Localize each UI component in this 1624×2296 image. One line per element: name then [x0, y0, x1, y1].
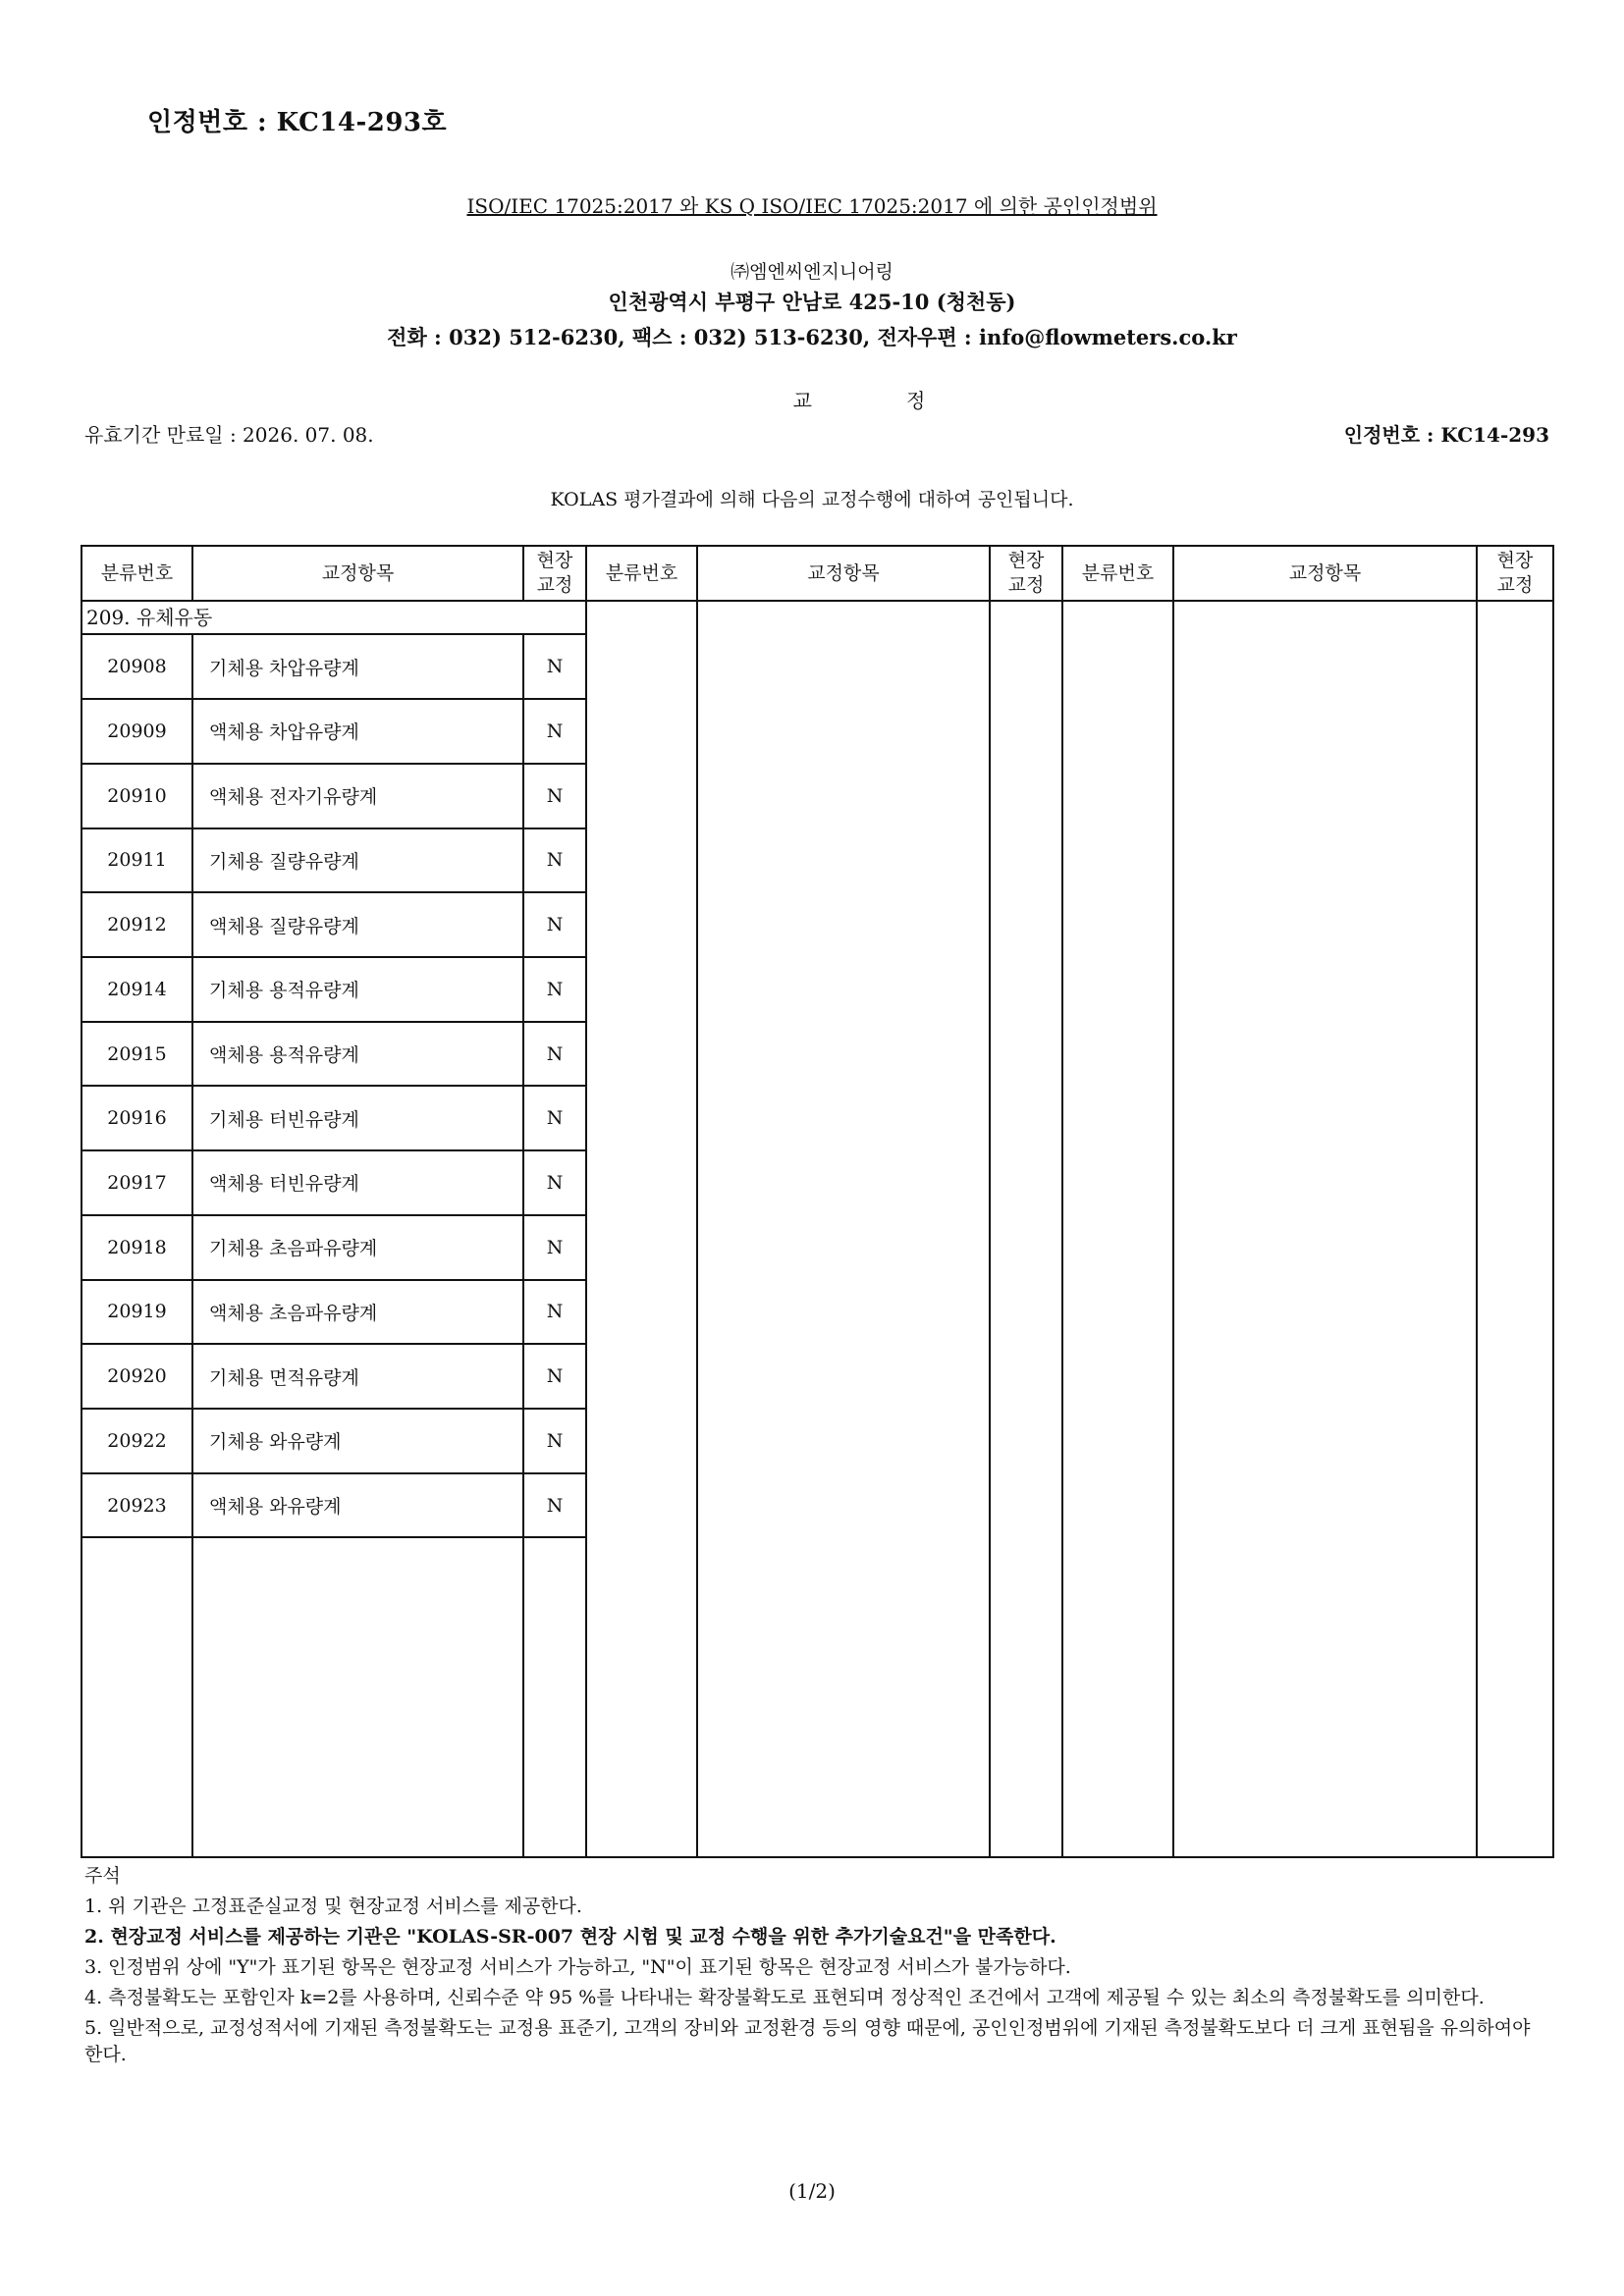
onsite-cell: N: [523, 1215, 586, 1280]
item-cell: 액체용 초음파유량계: [192, 1280, 523, 1345]
empty-col-item-3: [1173, 601, 1477, 1857]
code-cell: 20910: [81, 764, 192, 828]
code-cell: 20920: [81, 1344, 192, 1409]
col-header-item-1: 교정항목: [192, 546, 523, 601]
col-header-code-3: 분류번호: [1062, 546, 1173, 601]
code-cell: 20914: [81, 957, 192, 1022]
code-cell: 20917: [81, 1150, 192, 1215]
item-cell: 액체용 차압유량계: [192, 699, 523, 764]
validity-date: 유효기간 만료일 : 2026. 07. 08.: [84, 423, 374, 447]
onsite-cell: N: [523, 1344, 586, 1409]
filler-cell: [81, 1537, 192, 1857]
col-header-code-2: 분류번호: [586, 546, 697, 601]
empty-col-onsite-2: [990, 601, 1062, 1857]
onsite-cell: N: [523, 1280, 586, 1345]
onsite-line2: 교정: [1496, 574, 1534, 596]
item-cell: 액체용 터빈유량계: [192, 1150, 523, 1215]
item-cell: 기체용 용적유량계: [192, 957, 523, 1022]
col-header-onsite-2: [990, 546, 1062, 601]
item-cell: 액체용 용적유량계: [192, 1022, 523, 1087]
page-number: (1/2): [788, 2179, 836, 2203]
note-5: 5. 일반적으로, 교정성적서에 기재된 측정불확도는 교정용 표준기, 고객의 장비와 교정환경 등의 영향 때문에, 공인인정범위에 기재된 측정불확도보다 더 크게 표현됨을 유의하여야 한다.: [84, 2016, 1531, 2065]
accreditation-number-header: 인정번호 : KC14-293호: [147, 108, 448, 137]
field-label: 교정: [792, 389, 1020, 412]
onsite-cell: N: [523, 828, 586, 893]
code-cell: 20918: [81, 1215, 192, 1280]
onsite-line1: 현장: [1007, 550, 1045, 572]
onsite-cell: N: [523, 634, 586, 699]
item-cell: 액체용 와유량계: [192, 1473, 523, 1538]
code-cell: 20908: [81, 634, 192, 699]
organization-contact: 전화 : 032) 512-6230, 팩스 : 032) 513-6230, 전자우편 : info@flowmeters.co.kr: [387, 325, 1237, 349]
onsite-line1: 현장: [536, 550, 573, 572]
col-header-code-1: 분류번호: [81, 546, 192, 601]
onsite-cell: N: [523, 764, 586, 828]
onsite-cell: N: [523, 699, 586, 764]
note-4: 4. 측정불확도는 포함인자 k=2를 사용하며, 신뢰수준 약 95 %를 나타내는 확장불확도로 표현되며 정상적인 조건에서 고객에 제공될 수 있는 최소의 측정불확도를 의미한다.: [84, 1986, 1485, 2008]
onsite-cell: N: [523, 1022, 586, 1087]
section-row: [81, 601, 1553, 634]
organization-name: ㈜엠엔씨엔지니어링: [731, 261, 893, 283]
onsite-cell: N: [523, 957, 586, 1022]
section-label: 209. 유체유동: [81, 601, 586, 634]
col-header-item-2: 교정항목: [697, 546, 990, 601]
code-cell: 20923: [81, 1473, 192, 1538]
code-cell: 20915: [81, 1022, 192, 1087]
item-cell: 기체용 와유량계: [192, 1409, 523, 1473]
onsite-cell: N: [523, 1150, 586, 1215]
kolas-statement: KOLAS 평가결과에 의해 다음의 교정수행에 대하여 공인됩니다.: [550, 489, 1074, 510]
onsite-cell: N: [523, 892, 586, 957]
onsite-line1: 현장: [1496, 550, 1534, 572]
code-cell: 20922: [81, 1409, 192, 1473]
table-header-row: [81, 546, 1553, 601]
accreditation-number-right: 인정번호 : KC14-293: [1343, 423, 1549, 447]
note-2: 2. 현장교정 서비스를 제공하는 기관은 "KOLAS-SR-007 현장 시험 및 교정 수행을 위한 추가기술요건"을 만족한다.: [84, 1925, 1056, 1948]
item-cell: 액체용 전자기유량계: [192, 764, 523, 828]
col-header-onsite-3: [1477, 546, 1553, 601]
onsite-cell: N: [523, 1086, 586, 1150]
item-cell: 기체용 면적유량계: [192, 1344, 523, 1409]
code-cell: 20916: [81, 1086, 192, 1150]
empty-col-code-3: [1062, 601, 1173, 1857]
scope-title-text: ISO/IEC 17025:2017 와 KS Q ISO/IEC 17025:2017 에 의한 공인인정범위: [466, 194, 1158, 218]
code-cell: 20912: [81, 892, 192, 957]
item-cell: 액체용 질량유량계: [192, 892, 523, 957]
filler-cell: [523, 1537, 586, 1857]
item-cell: 기체용 질량유량계: [192, 828, 523, 893]
notes: [84, 1863, 1547, 2072]
col-header-item-3: 교정항목: [1173, 546, 1477, 601]
note-1: 1. 위 기관은 고정표준실교정 및 현장교정 서비스를 제공한다.: [84, 1895, 582, 1917]
notes-title: 주석: [84, 1865, 121, 1887]
onsite-line2: 교정: [1007, 574, 1045, 596]
onsite-cell: N: [523, 1473, 586, 1538]
code-cell: 20919: [81, 1280, 192, 1345]
empty-col-code-2: [586, 601, 697, 1857]
item-cell: 기체용 차압유량계: [192, 634, 523, 699]
note-3: 3. 인정범위 상에 "Y"가 표기된 항목은 현장교정 서비스가 가능하고, "N"이 표기된 항목은 현장교정 서비스가 불가능하다.: [84, 1955, 1071, 1978]
code-cell: 20909: [81, 699, 192, 764]
organization-address: 인천광역시 부평구 안남로 425-10 (청천동): [608, 290, 1016, 314]
filler-cell: [192, 1537, 523, 1857]
item-cell: 기체용 터빈유량계: [192, 1086, 523, 1150]
empty-col-onsite-3: [1477, 601, 1553, 1857]
scope-table: [81, 545, 1554, 1858]
onsite-cell: N: [523, 1409, 586, 1473]
item-cell: 기체용 초음파유량계: [192, 1215, 523, 1280]
onsite-line2: 교정: [536, 574, 573, 596]
col-header-onsite-1: [523, 546, 586, 601]
scope-title: [0, 190, 1624, 219]
code-cell: 20911: [81, 828, 192, 893]
empty-col-item-2: [697, 601, 990, 1857]
